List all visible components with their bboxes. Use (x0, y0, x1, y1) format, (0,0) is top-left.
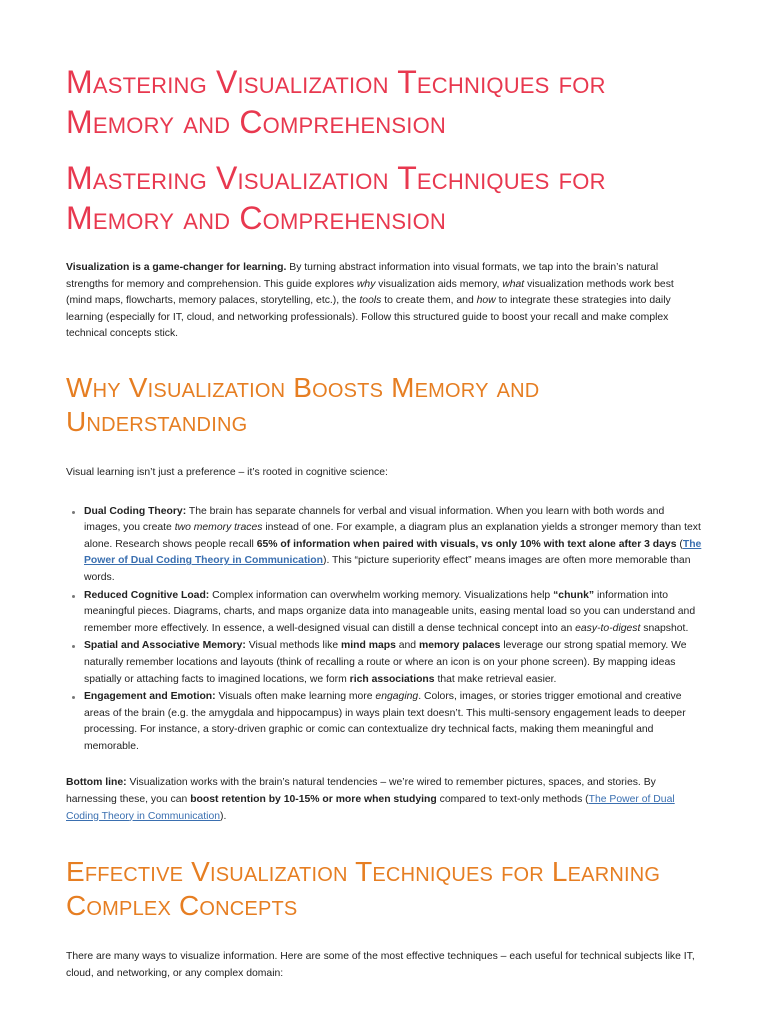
item-text: . Colors, images, or stories trigger emotional and creative areas of the brain (e.g. the amygdala and hippocampus) in ways plain text doesn’t. This multi-sensory engagement leads to deeper processing. For instance, a story-driven graphic or comic can contextualize dry technical facts, making them meaningful and memorable. (84, 691, 686, 752)
item-title: Spatial and Associative Memory: (84, 640, 246, 652)
section-lead: Visual learning isn’t just a preference – it’s rooted in cognitive science: (66, 466, 388, 478)
intro-text: By turning abstract information into visual formats, we tap into the brain’s natural strengths for memory and comprehension. This guide explores (66, 262, 659, 290)
section-heading-techniques: Effective Visualization Techniques for Learning Complex Concepts (66, 856, 661, 922)
intro-text: visualization aids memory, (375, 278, 503, 290)
section-lead: There are many ways to visualize information. Here are some of the most effective techniques – each useful for technical subjects like IT, cloud, and networking, or any complex domain: (66, 951, 695, 979)
item-text: ( (676, 538, 683, 550)
intro-em-what: what (502, 278, 525, 290)
item-text: and (395, 640, 419, 652)
intro-em-why: why (356, 278, 376, 290)
bottom-bold: boost retention by 10-15% or more when studying (190, 794, 437, 806)
intro-em-how: how (476, 295, 496, 307)
list-item-spatial-memory (84, 638, 702, 688)
item-em: easy-to-digest (575, 622, 641, 634)
bottom-line-paragraph (66, 775, 702, 825)
item-text: snapshot. (640, 622, 689, 634)
item-em: engaging (375, 691, 419, 703)
item-text: that make retrieval easier. (434, 673, 557, 685)
source-link[interactable]: The Power of Dual Coding Theory in Communication (84, 538, 702, 567)
source-link[interactable]: The Power of Dual Coding Theory in Communication (66, 794, 675, 822)
item-text: ). This “picture superiority effect” means images are often more memorable than words. (84, 555, 691, 583)
item-bold: mind maps (341, 640, 396, 652)
item-bold: rich associations (349, 673, 435, 685)
intro-text: to create them, and (381, 295, 477, 307)
item-text: instead of one. For example, a diagram plus an explanation yields a stronger memory than text alone. Research shows people recall (84, 522, 701, 550)
intro-text: to integrate these strategies into daily learning (especially for IT, cloud, and networking professionals). Follow this structured guide to boost your recall and make complex technical concepts stick. (66, 295, 671, 340)
item-text: Complex information can overwhelm working memory. Visualizations help (209, 589, 554, 601)
list-item-engagement (84, 689, 702, 755)
item-bold: “chunk” (553, 589, 595, 601)
item-bold: 65% of information when paired with visuals, vs only 10% with text alone after 3 days (256, 538, 677, 550)
item-text: leverage our strong spatial memory. We naturally remember locations and layouts (think of recalling a route or where an icon is on your phone screen). By mapping ideas spatially or attaching facts to imagined locations, we form (84, 640, 687, 685)
list-item-cognitive-load (84, 588, 702, 638)
item-text: Visual methods like (245, 640, 341, 652)
item-text: The brain has separate channels for verbal and visual information. When you learn with both words and images, you create (84, 505, 665, 534)
section-heading-why: Why Visualization Boosts Memory and Understanding (66, 371, 540, 437)
intro-em-tools: tools (359, 295, 382, 307)
item-bold: memory palaces (418, 640, 501, 652)
bottom-text: ). (220, 810, 227, 822)
reasons-list (66, 504, 702, 756)
bottom-line-label: Bottom line: (66, 777, 127, 789)
item-title: Dual Coding Theory: (84, 505, 187, 517)
item-title: Reduced Cognitive Load: (84, 589, 210, 601)
intro-paragraph (66, 260, 702, 343)
item-title: Engagement and Emotion: (84, 691, 216, 703)
item-text: information into meaningful pieces. Diagrams, charts, and maps organize data into manageable units, easing mental load so you can understand and remember more effectively. In essence, a well-designed visual can distill a dense technical concept into an (84, 589, 696, 634)
item-text: Visuals often make learning more (215, 691, 376, 703)
page-title-repeat: Mastering Visualization Techniques for Memory and Comprehension (66, 160, 606, 236)
page-title: Mastering Visualization Techniques for Memory and Comprehension (66, 64, 606, 140)
bottom-text: compared to text-only methods ( (436, 794, 589, 806)
list-item-dual-coding (84, 504, 702, 587)
bottom-text: Visualization works with the brain’s natural tendencies – we’re wired to remember pictures, spaces, and stories. By harnessing these, you can (66, 777, 656, 806)
intro-bold: Visualization is a game-changer for learning. (66, 262, 287, 273)
item-em: two memory traces (174, 522, 263, 534)
intro-text: visualization methods work best (mind maps, flowcharts, memory palaces, storytelling, etc.), the (66, 278, 674, 307)
